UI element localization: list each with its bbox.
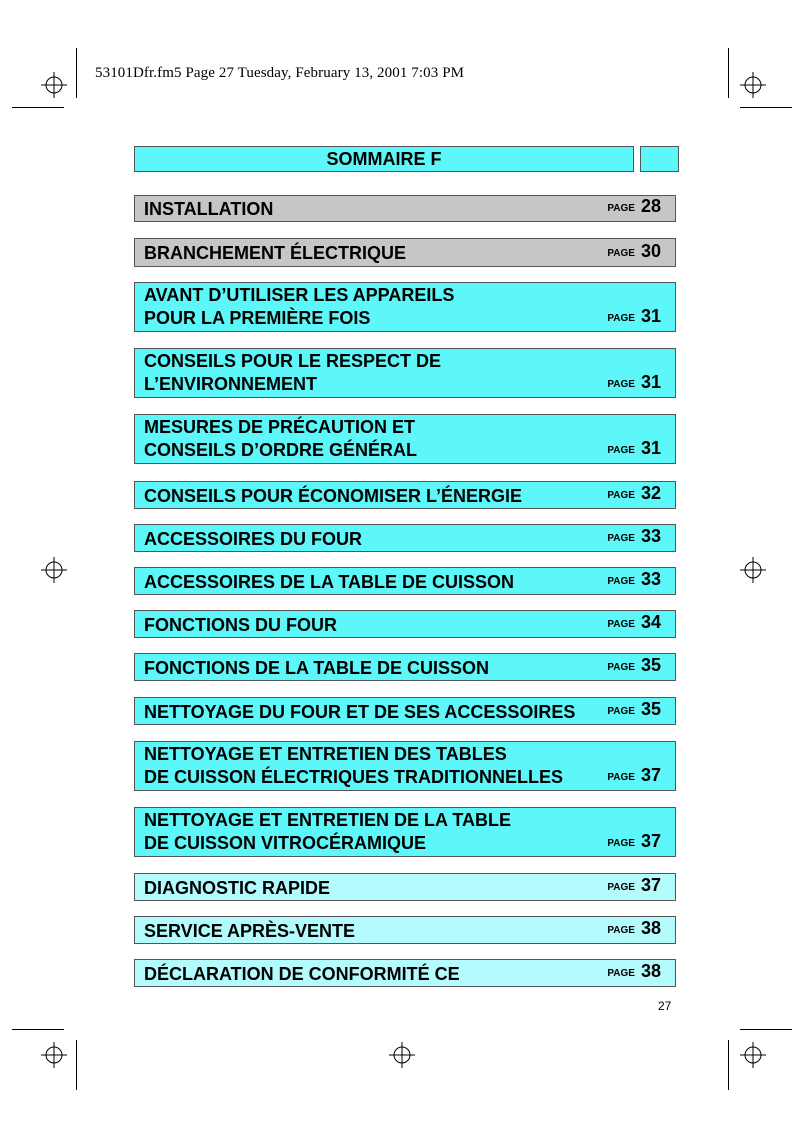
page-word: PAGE — [607, 662, 635, 673]
toc-entry-page — [607, 874, 661, 899]
page-number: 27 — [658, 999, 672, 1013]
page-number-value: 34 — [640, 612, 661, 632]
toc-entry-page — [607, 482, 661, 507]
page-word: PAGE — [607, 445, 635, 456]
toc-entry-page — [607, 195, 661, 220]
page-title: SOMMAIRE F — [134, 146, 634, 172]
crop-mark — [76, 48, 77, 98]
toc-entry-label: DIAGNOSTIC RAPIDE — [144, 877, 331, 898]
crop-mark — [728, 1040, 729, 1090]
crop-mark — [12, 1029, 64, 1030]
toc-entry-label: ACCESSOIRES DU FOUR — [144, 528, 363, 549]
page-number-value: 37 — [640, 765, 661, 785]
toc-entry[interactable] — [134, 524, 676, 552]
page-number-value: 33 — [640, 526, 661, 546]
toc-entry-page — [607, 525, 661, 550]
page-number-value: 38 — [640, 918, 661, 938]
toc-entry[interactable] — [134, 481, 676, 509]
page-number-value: 37 — [640, 875, 661, 895]
page-word: PAGE — [607, 968, 635, 979]
page-number-value: 30 — [640, 241, 661, 261]
page-number-value: 35 — [640, 699, 661, 719]
toc-entry-page — [607, 240, 661, 265]
page-number-value: 38 — [640, 961, 661, 981]
toc-entry-label: NETTOYAGE ET ENTRETIEN DES TABLES — [144, 744, 507, 764]
toc-entry-label: AVANT D’UTILISER LES APPAREILS — [144, 285, 455, 305]
toc-entry[interactable] — [134, 741, 676, 791]
toc-entry[interactable] — [134, 567, 676, 595]
registration-mark-icon — [41, 1042, 67, 1068]
toc-entry-label: DE CUISSON VITROCÉRAMIQUE — [144, 833, 427, 853]
page-word: PAGE — [607, 248, 635, 259]
toc-entry-label: DE CUISSON ÉLECTRIQUES TRADITIONNELLES — [144, 767, 564, 787]
page-number-value: 31 — [640, 306, 661, 326]
toc-entry[interactable] — [134, 916, 676, 944]
crop-mark — [728, 48, 729, 98]
toc-entry-label: INSTALLATION — [144, 199, 274, 219]
toc-entry[interactable] — [134, 807, 676, 857]
page-number-value: 33 — [640, 569, 661, 589]
crop-mark — [12, 107, 64, 108]
toc-entry-page — [607, 568, 661, 593]
registration-mark-icon — [389, 1042, 415, 1068]
registration-mark-icon — [740, 1042, 766, 1068]
toc-entry-page — [607, 698, 661, 723]
page-number-value: 32 — [640, 483, 661, 503]
toc-entry[interactable] — [134, 873, 676, 901]
toc-entry[interactable] — [134, 282, 676, 332]
page-word: PAGE — [607, 576, 635, 587]
page-word: PAGE — [607, 838, 635, 849]
page-number-value: 37 — [640, 831, 661, 851]
page-word: PAGE — [607, 490, 635, 501]
toc-entry[interactable] — [134, 195, 676, 222]
toc-entry-label: NETTOYAGE DU FOUR ET DE SES ACCESSOIRES — [144, 701, 576, 722]
toc-entry-page — [607, 830, 661, 855]
toc-entry-page — [607, 371, 661, 396]
page-word: PAGE — [607, 925, 635, 936]
title-side-box — [640, 146, 679, 172]
toc-entry-page — [607, 654, 661, 679]
toc-entry[interactable] — [134, 348, 676, 398]
toc-entry-page — [607, 305, 661, 330]
page-word: PAGE — [607, 882, 635, 893]
page-number-value: 35 — [640, 655, 661, 675]
page-word: PAGE — [607, 313, 635, 324]
toc-entry[interactable] — [134, 959, 676, 987]
toc-entry-label: SERVICE APRÈS-VENTE — [144, 920, 356, 941]
toc-entry-page — [607, 764, 661, 789]
toc-entry-label: FONCTIONS DU FOUR — [144, 614, 337, 635]
registration-mark-icon — [740, 72, 766, 98]
registration-mark-icon — [41, 72, 67, 98]
page-word: PAGE — [607, 533, 635, 544]
toc-entry-label: CONSEILS POUR LE RESPECT DE — [144, 351, 442, 371]
page-number-value: 31 — [640, 372, 661, 392]
toc-entry-label: NETTOYAGE ET ENTRETIEN DE LA TABLE — [144, 810, 512, 830]
page-word: PAGE — [607, 772, 635, 783]
crop-mark — [740, 1029, 792, 1030]
page-word: PAGE — [607, 203, 635, 214]
toc-entry-page — [607, 611, 661, 636]
toc-entry-label: BRANCHEMENT ÉLECTRIQUE — [144, 243, 407, 263]
toc-entry-label: DÉCLARATION DE CONFORMITÉ CE — [144, 963, 460, 984]
page-word: PAGE — [607, 706, 635, 717]
toc-entry[interactable] — [134, 653, 676, 681]
crop-mark — [76, 1040, 77, 1090]
file-header: 53101Dfr.fm5 Page 27 Tuesday, February 13, 2001 7:03 PM — [95, 65, 465, 81]
page-word: PAGE — [607, 379, 635, 390]
toc-entry-label: FONCTIONS DE LA TABLE DE CUISSON — [144, 657, 490, 678]
toc-entry[interactable] — [134, 697, 676, 725]
toc-entry-page — [607, 960, 661, 985]
registration-mark-icon — [740, 557, 766, 583]
toc-entry[interactable] — [134, 610, 676, 638]
page-number-value: 31 — [640, 438, 661, 458]
registration-mark-icon — [41, 557, 67, 583]
toc-entry-label: MESURES DE PRÉCAUTION ET — [144, 417, 416, 437]
toc-entry-label: L’ENVIRONNEMENT — [144, 374, 318, 394]
toc-entry-label: CONSEILS D’ORDRE GÉNÉRAL — [144, 440, 418, 460]
toc-entry[interactable] — [134, 238, 676, 267]
toc-entry-label: POUR LA PREMIÈRE FOIS — [144, 308, 371, 328]
crop-mark — [740, 107, 792, 108]
page-word: PAGE — [607, 619, 635, 630]
toc-entry-page — [607, 917, 661, 942]
toc-entry-label: ACCESSOIRES DE LA TABLE DE CUISSON — [144, 571, 515, 592]
toc-entry-page — [607, 437, 661, 462]
toc-entry-label: CONSEILS POUR ÉCONOMISER L’ÉNERGIE — [144, 485, 523, 506]
page-number-value: 28 — [640, 196, 661, 216]
toc-entry[interactable] — [134, 414, 676, 464]
